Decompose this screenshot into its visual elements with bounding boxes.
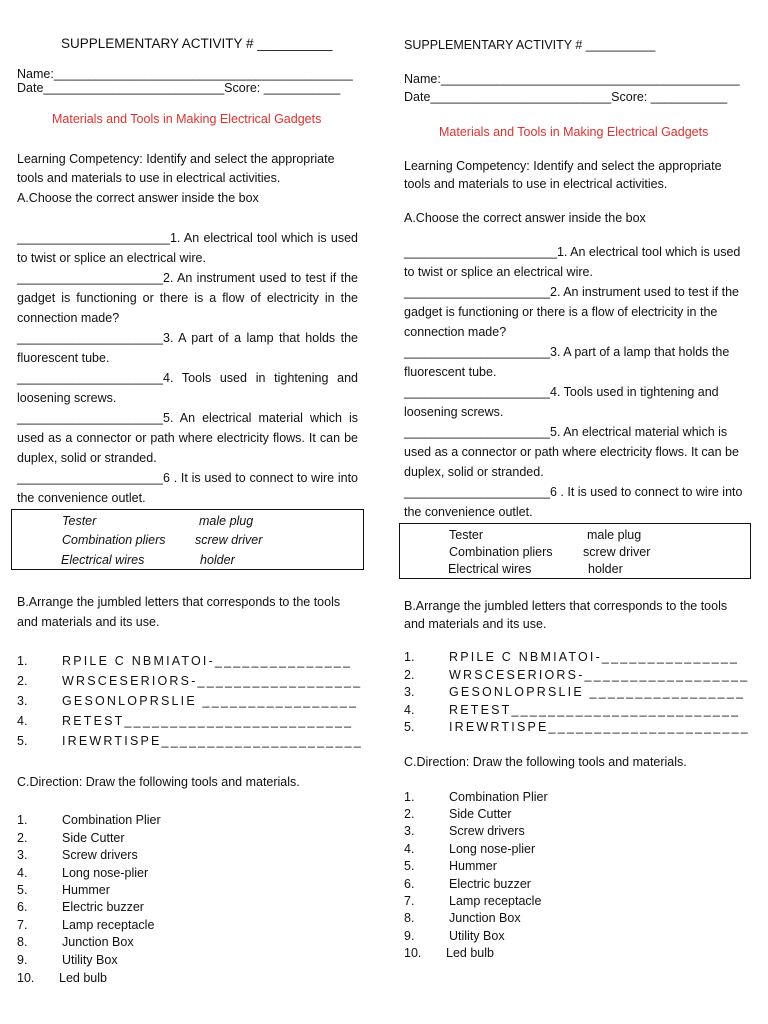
part-c-title: C.Direction: Draw the following tools and materials.	[404, 755, 687, 769]
jumbled-word: GESONLOPRSLIE _________________	[62, 694, 359, 708]
jumbled-word: IREWRTISPE______________________	[449, 720, 750, 734]
competency-line-1: Learning Competency: Identify and select the appropriate	[17, 152, 335, 166]
draw-num: 3.	[404, 824, 415, 838]
draw-item: Combination Plier	[62, 813, 161, 827]
answer-box	[399, 523, 751, 579]
answer-combination-pliers: Combination pliers	[62, 533, 166, 547]
jumbled-word: IREWRTISPE______________________	[62, 734, 363, 748]
question-4: _____________________4. Tools used in tightening and loosening screws.	[404, 385, 719, 419]
subtitle: Materials and Tools in Making Electrical Gadgets	[52, 112, 322, 126]
jumbled-word: WRSCESERIORS-__________________	[62, 674, 363, 688]
question-3: _____________________3. A part of a lamp that holds the fluorescent tube.	[404, 345, 730, 379]
jumbled-word: RPILE C NBMIATOI-_______________	[62, 654, 353, 668]
draw-num: 10.	[404, 946, 422, 960]
jumbled-num: 2.	[404, 668, 415, 682]
jumbled-num: 1.	[17, 654, 28, 668]
draw-item: Lamp receptacle	[62, 918, 155, 932]
subtitle: Materials and Tools in Making Electrical Gadgets	[439, 125, 709, 139]
question-2: _____________________2. An instrument used to test if the gadget is functioning or there is a flow of electricity in the connection made?	[404, 285, 739, 339]
draw-item: Hummer	[449, 859, 497, 873]
answer-box	[11, 509, 364, 570]
jumbled-num: 4.	[404, 703, 415, 717]
draw-num: 2.	[404, 807, 415, 821]
draw-num: 10.	[17, 971, 35, 985]
draw-item: Hummer	[62, 883, 110, 897]
draw-item: Long nose-plier	[62, 866, 149, 880]
answer-male-plug: male plug	[587, 528, 642, 542]
jumbled-word: WRSCESERIORS-__________________	[449, 668, 750, 682]
question-1: ______________________1. An electrical tool which is used to twist or splice an electrical wire.	[17, 231, 358, 265]
answer-holder: holder	[200, 553, 235, 567]
questions-list	[404, 242, 745, 522]
part-b-title-2: and materials and its use.	[404, 617, 547, 631]
question-4: _____________________4. Tools used in tightening and loosening screws.	[17, 371, 358, 405]
draw-num: 4.	[17, 866, 28, 880]
answer-electrical-wires: Electrical wires	[61, 553, 145, 567]
draw-item: Junction Box	[62, 935, 134, 949]
competency-line-2: tools and materials to use in electrical activities.	[17, 171, 281, 185]
draw-num: 3.	[17, 848, 28, 862]
competency-line-2: tools and materials to use in electrical activities.	[404, 177, 668, 191]
jumbled-word: RETEST_________________________	[449, 703, 741, 717]
activity-header: SUPPLEMENTARY ACTIVITY # __________	[404, 38, 656, 52]
draw-item: Lamp receptacle	[449, 894, 542, 908]
draw-item: Screw drivers	[449, 824, 525, 838]
part-a-title: A.Choose the correct answer inside the box	[404, 211, 646, 225]
activity-header: SUPPLEMENTARY ACTIVITY # __________	[61, 36, 333, 51]
part-a-title: A.Choose the correct answer inside the box	[17, 191, 259, 205]
question-5: _____________________5. An electrical material which is used as a connector or path where electricity flows. It can be duplex, solid or stranded.	[404, 425, 739, 479]
jumbled-word: GESONLOPRSLIE _________________	[449, 685, 746, 699]
draw-num: 1.	[17, 813, 28, 827]
part-c-title: C.Direction: Draw the following tools and materials.	[17, 775, 300, 789]
name-line: Name:___________________________________________	[17, 67, 353, 81]
answer-screw-driver: screw driver	[583, 545, 651, 559]
draw-item: Utility Box	[449, 929, 505, 943]
draw-num: 6.	[404, 877, 415, 891]
answer-electrical-wires: Electrical wires	[448, 562, 532, 576]
part-b-title-1: B.Arrange the jumbled letters that corresponds to the tools	[17, 595, 341, 609]
draw-num: 7.	[404, 894, 415, 908]
draw-item: Electric buzzer	[449, 877, 531, 891]
draw-item: Long nose-plier	[449, 842, 536, 856]
draw-item: Led bulb	[446, 946, 494, 960]
draw-num: 2.	[17, 831, 28, 845]
answer-combination-pliers: Combination pliers	[449, 545, 553, 559]
question-3: _____________________3. A part of a lamp that holds the fluorescent tube.	[17, 331, 358, 365]
answer-tester: Tester	[449, 528, 484, 542]
draw-item: Combination Plier	[449, 790, 548, 804]
draw-num: 5.	[404, 859, 415, 873]
draw-num: 6.	[17, 900, 28, 914]
jumbled-num: 4.	[17, 714, 28, 728]
draw-item: Electric buzzer	[62, 900, 144, 914]
jumbled-num: 3.	[404, 685, 415, 699]
draw-item: Led bulb	[59, 971, 107, 985]
question-2: _____________________2. An instrument used to test if the gadget is functioning or there is a flow of electricity in the connection made?	[17, 271, 358, 325]
draw-item: Junction Box	[449, 911, 521, 925]
draw-num: 7.	[17, 918, 28, 932]
jumbled-num: 1.	[404, 650, 415, 664]
answer-male-plug: male plug	[199, 514, 254, 528]
answer-screw-driver: screw driver	[195, 533, 263, 547]
name-line: Name:___________________________________________	[404, 72, 740, 86]
draw-item: Screw drivers	[62, 848, 138, 862]
questions-list	[17, 228, 358, 508]
jumbled-num: 5.	[17, 734, 28, 748]
answer-holder: holder	[588, 562, 623, 576]
draw-num: 9.	[17, 953, 28, 967]
jumbled-num: 2.	[17, 674, 28, 688]
jumbled-word: RETEST_________________________	[62, 714, 354, 728]
draw-num: 5.	[17, 883, 28, 897]
part-b-title-1: B.Arrange the jumbled letters that corresponds to the tools	[404, 599, 728, 613]
date-score-line: Date__________________________Score: ___________	[404, 90, 728, 104]
question-6: _____________________6 . It is used to connect to wire into the convenience outlet.	[17, 471, 358, 505]
question-5: _____________________5. An electrical material which is used as a connector or path where electricity flows. It can be duplex, solid or stranded.	[17, 411, 358, 465]
draw-num: 8.	[404, 911, 415, 925]
draw-item: Utility Box	[62, 953, 118, 967]
part-b-title-2: and materials and its use.	[17, 615, 160, 629]
competency-line-1: Learning Competency: Identify and select the appropriate	[404, 159, 722, 173]
draw-num: 9.	[404, 929, 415, 943]
answer-tester: Tester	[62, 514, 97, 528]
question-1: ______________________1. An electrical tool which is used to twist or splice an electrical wire.	[404, 245, 741, 279]
question-6: _____________________6 . It is used to connect to wire into the convenience outlet.	[404, 485, 743, 519]
jumbled-num: 3.	[17, 694, 28, 708]
draw-num: 8.	[17, 935, 28, 949]
jumbled-word: RPILE C NBMIATOI-_______________	[449, 650, 740, 664]
draw-item: Side Cutter	[449, 807, 512, 821]
jumbled-num: 5.	[404, 720, 415, 734]
draw-num: 1.	[404, 790, 415, 804]
date-score-line: Date__________________________Score: ___________	[17, 81, 341, 95]
draw-num: 4.	[404, 842, 415, 856]
draw-item: Side Cutter	[62, 831, 125, 845]
